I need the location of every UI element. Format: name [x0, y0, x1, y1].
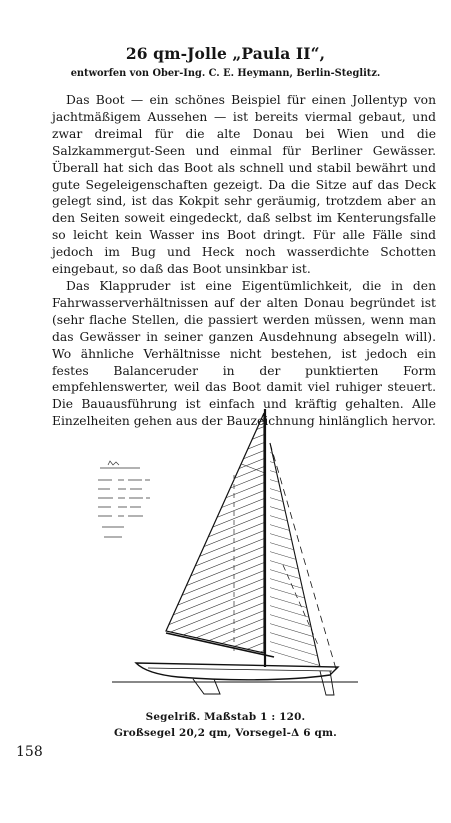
dimension-table — [98, 461, 150, 537]
figure-caption-sail-area: Großsegel 20,2 qm, Vorsegel-Δ 6 qm. — [113, 727, 337, 739]
jib — [270, 443, 336, 669]
hull — [136, 663, 338, 695]
sail-plan-svg — [88, 405, 378, 705]
figure-caption-scale: Segelriß. Maßstab 1 : 120. — [145, 711, 306, 723]
mainsail-hatching — [88, 405, 348, 505]
mainsail — [166, 413, 264, 653]
page-number: 158 — [16, 744, 43, 760]
paragraph-2: Das Klappruder ist eine Eigentümlichkeit, die in den Fahrwasserverhältnissen auf der alten Donau begründet ist (sehr flache Stellen, die passiert werden müssen, wenn man das Gewässer in seiner ganzen Ausdehnung absegeln will). Wo ähnliche Verhältnisse nicht bestehen, ist jedoch ein festes Balanceruder in der punktierten Form empfehlenswerter, weil das Boot damit viel ruhiger steuert. Die Bauausführung ist einfach und kräftig gehalten. Alle Einzelheiten gehen aus der Bauzeichnung hinlänglich hervor. — [52, 278, 436, 429]
article-title: 26 qm-Jolle „Paula II“, — [125, 44, 326, 63]
paragraph-1: Das Boot — ein schönes Beispiel für einen Jollentyp von jachtmäßigem Aussehen — ist bereits viermal gebaut, und zwar dreimal für die alte Donau bei Wien und die Salzkammergut-Seen und einmal für Berliner Gewässer. Überall hat sich das Boot als schnell und stabil bewährt und gute Segeleigenschaften gezeigt. Da die Sitze auf das Deck gelegt sind, ist das Kokpit sehr geräumig, trotzdem aber an den Seiten soweit eingedeckt, daß selbst im Kenterungsfalle so leicht kein Wasser ins Boot dringt. Für alle Fälle sind jedoch im Bug und Heck noch wasserdichte Schotten eingebaut, so daß das Boot unsinkbar ist. — [52, 93, 436, 277]
article-subtitle: entworfen von Ober-Ing. C. E. Heymann, Berlin-Steglitz. — [70, 68, 381, 79]
article-body — [52, 92, 436, 430]
sail-plan-drawing — [88, 405, 378, 705]
